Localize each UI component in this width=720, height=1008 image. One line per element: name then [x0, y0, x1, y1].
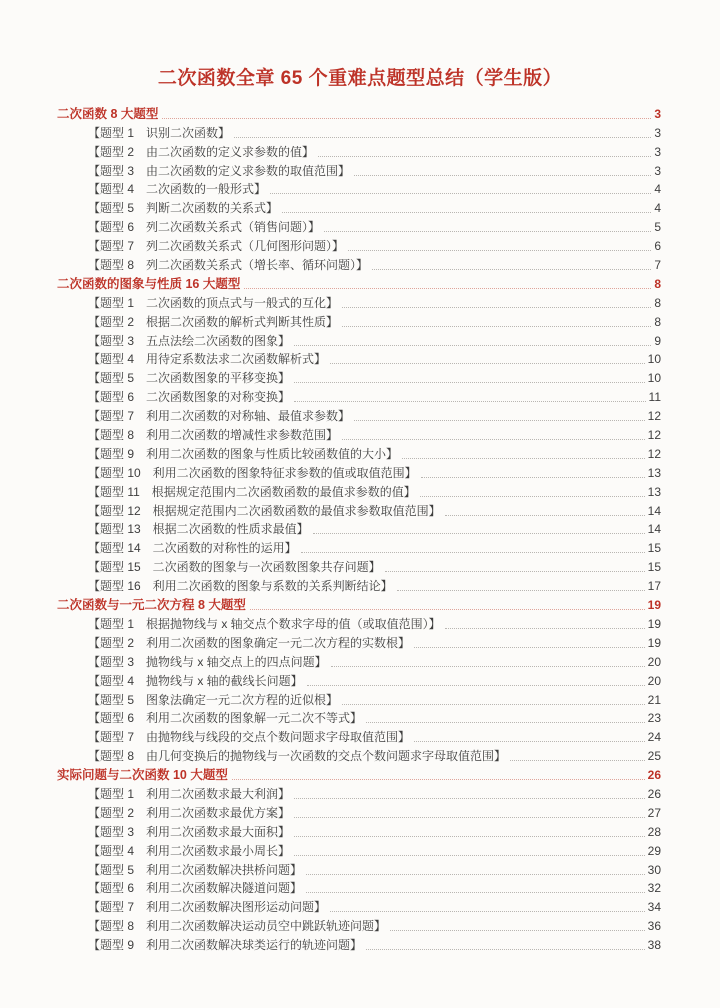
- toc-entry-label: 【题型 2 根据二次函数的解析式判断其性质】: [88, 314, 339, 329]
- toc-item: [57, 235, 661, 254]
- dot-leader: [445, 515, 645, 516]
- toc-item: [57, 840, 661, 859]
- dot-leader: [510, 760, 645, 761]
- dot-leader: [294, 382, 645, 383]
- toc-page-number: 4: [654, 201, 661, 216]
- toc-item: [57, 179, 661, 198]
- toc-item: [57, 783, 661, 802]
- toc-entry-label: 【题型 8 由几何变换后的抛物线与一次函数的交点个数问题求字母取值范围】: [88, 749, 507, 764]
- toc-entry-label: 二次函数与一元二次方程 8 大题型: [57, 598, 246, 613]
- toc-item: [57, 915, 661, 934]
- dot-leader: [397, 590, 645, 591]
- dot-leader: [366, 722, 645, 723]
- toc-entry-label: 【题型 1 二次函数的顶点式与一般式的互化】: [88, 295, 339, 310]
- toc-item: [57, 216, 661, 235]
- toc-page-number: 12: [647, 428, 661, 443]
- dot-leader: [342, 704, 645, 705]
- dot-leader: [294, 798, 645, 799]
- toc-page-number: 19: [647, 616, 661, 631]
- toc-page-number: 3: [654, 125, 661, 140]
- toc-page-number: 9: [654, 333, 661, 348]
- toc-item: [57, 197, 661, 216]
- toc-item: [57, 670, 661, 689]
- toc-page-number: 20: [647, 673, 661, 688]
- toc-page-number: 23: [647, 711, 661, 726]
- toc-item: [57, 708, 661, 727]
- toc-page-number: 36: [647, 919, 661, 934]
- dot-leader: [420, 496, 645, 497]
- toc-page-number: 21: [647, 692, 661, 707]
- toc-entry-label: 【题型 7 由抛物线与线段的交点个数问题求字母取值范围】: [88, 730, 411, 745]
- dot-leader: [348, 250, 651, 251]
- toc-page-number: 4: [654, 182, 661, 197]
- toc-entry-label: 【题型 10 利用二次函数的图象特征求参数的值或取值范围】: [88, 465, 417, 480]
- dot-leader: [306, 892, 645, 893]
- toc-entry-label: 【题型 8 列二次函数关系式（增长率、循环问题）】: [88, 258, 369, 273]
- dot-leader: [306, 874, 645, 875]
- toc-item: [57, 254, 661, 273]
- dot-leader: [244, 288, 651, 289]
- dot-leader: [294, 836, 645, 837]
- toc-entry-label: 二次函数的图象与性质 16 大题型: [57, 276, 241, 291]
- toc-item: [57, 689, 661, 708]
- dot-leader: [445, 628, 645, 629]
- toc-item: [57, 424, 661, 443]
- toc-item: [57, 349, 661, 368]
- toc-item: [57, 519, 661, 538]
- toc-item: [57, 878, 661, 897]
- toc-page-number: 34: [647, 900, 661, 915]
- toc-page-number: 13: [647, 465, 661, 480]
- dot-leader: [354, 420, 645, 421]
- toc-entry-label: 【题型 7 利用二次函数的对称轴、最值求参数】: [88, 409, 351, 424]
- dot-leader: [342, 307, 651, 308]
- toc-page-number: 7: [654, 258, 661, 273]
- toc-page-number: 25: [647, 749, 661, 764]
- toc-entry-label: 【题型 8 利用二次函数的增减性求参数范围】: [88, 428, 339, 443]
- toc-item: [57, 537, 661, 556]
- toc-entry-label: 【题型 12 根据规定范围内二次函数函数的最值求参数取值范围】: [88, 503, 441, 518]
- toc-entry-label: 【题型 9 利用二次函数的图象与性质比较函数值的大小】: [88, 446, 399, 461]
- dot-leader: [318, 156, 651, 157]
- toc-page-number: 20: [647, 654, 661, 669]
- toc-entry-label: 【题型 4 利用二次函数求最小周长】: [88, 843, 291, 858]
- dot-leader: [414, 741, 645, 742]
- toc-entry-label: 【题型 8 利用二次函数解决运动员空中跳跃轨迹问题】: [88, 919, 387, 934]
- toc-page-number: 8: [654, 314, 661, 329]
- toc-section-header: [57, 594, 661, 613]
- toc-entry-label: 【题型 9 利用二次函数解决球类运行的轨迹问题】: [88, 938, 363, 953]
- toc-page-number: 26: [647, 786, 661, 801]
- toc-entry-label: 【题型 16 利用二次函数的图象与系数的关系判断结论】: [88, 579, 393, 594]
- dot-leader: [330, 911, 645, 912]
- toc-section-header: [57, 764, 661, 783]
- toc-page-number: 8: [654, 276, 661, 291]
- toc-item: [57, 651, 661, 670]
- toc-item: [57, 821, 661, 840]
- toc-page-number: 26: [647, 768, 661, 783]
- toc-page-number: 5: [654, 220, 661, 235]
- toc-page-number: 17: [647, 579, 661, 594]
- toc-item: [57, 481, 661, 500]
- toc-entry-label: 【题型 5 二次函数图象的平移变换】: [88, 371, 291, 386]
- toc-entry-label: 【题型 1 根据抛物线与 x 轴交点个数求字母的值（或取值范围）】: [88, 616, 441, 631]
- toc-entry-label: 二次函数 8 大题型: [57, 106, 159, 121]
- table-of-contents: [0, 103, 720, 953]
- toc-page-number: 12: [647, 409, 661, 424]
- toc-item: [57, 896, 661, 915]
- toc-entry-label: 【题型 3 由二次函数的定义求参数的取值范围】: [88, 163, 351, 178]
- toc-entry-label: 【题型 5 判断二次函数的关系式】: [88, 201, 279, 216]
- toc-item: [57, 934, 661, 953]
- toc-page-number: 19: [647, 598, 661, 613]
- toc-item: [57, 141, 661, 160]
- toc-entry-label: 【题型 3 五点法绘二次函数的图象】: [88, 333, 291, 348]
- toc-page-number: 11: [648, 390, 661, 405]
- toc-page-number: 19: [647, 635, 661, 650]
- toc-entry-label: 【题型 5 利用二次函数解决拱桥问题】: [88, 862, 303, 877]
- toc-entry-label: 【题型 4 抛物线与 x 轴的截线长问题】: [88, 673, 303, 688]
- toc-page-number: 10: [647, 352, 661, 367]
- dot-leader: [414, 647, 645, 648]
- toc-item: [57, 500, 661, 519]
- toc-page-number: 15: [647, 560, 661, 575]
- toc-entry-label: 【题型 2 利用二次函数求最优方案】: [88, 805, 291, 820]
- toc-item: [57, 556, 661, 575]
- toc-item: [57, 292, 661, 311]
- dot-leader: [324, 231, 651, 232]
- toc-page-number: 6: [654, 239, 661, 254]
- toc-entry-label: 【题型 13 根据二次函数的性质求最值】: [88, 522, 309, 537]
- toc-item: [57, 726, 661, 745]
- toc-page-number: 14: [647, 503, 661, 518]
- toc-page-number: 3: [654, 144, 661, 159]
- toc-item: [57, 632, 661, 651]
- toc-entry-label: 【题型 15 二次函数的图象与一次函数图象共存问题】: [88, 560, 381, 575]
- toc-page-number: 32: [647, 881, 661, 896]
- dot-leader: [232, 779, 645, 780]
- dot-leader: [385, 571, 645, 572]
- dot-leader: [354, 175, 651, 176]
- toc-page-number: 12: [647, 446, 661, 461]
- toc-entry-label: 【题型 7 利用二次函数解决图形运动问题】: [88, 900, 327, 915]
- dot-leader: [342, 326, 651, 327]
- toc-entry-label: 【题型 6 利用二次函数的图象解一元二次不等式】: [88, 711, 363, 726]
- toc-entry-label: 【题型 4 二次函数的一般形式】: [88, 182, 267, 197]
- dot-leader: [331, 666, 645, 667]
- toc-page-number: 38: [647, 938, 661, 953]
- dot-leader: [294, 817, 645, 818]
- dot-leader: [250, 609, 645, 610]
- toc-item: [57, 613, 661, 632]
- toc-entry-label: 【题型 14 二次函数的对称性的运用】: [88, 541, 297, 556]
- toc-item: [57, 311, 661, 330]
- toc-entry-label: 【题型 5 图象法确定一元二次方程的近似根】: [88, 692, 339, 707]
- toc-page-number: 14: [647, 522, 661, 537]
- toc-item: [57, 443, 661, 462]
- toc-entry-label: 【题型 4 用待定系数法求二次函数解析式】: [88, 352, 327, 367]
- toc-entry-label: 【题型 6 列二次函数关系式（销售问题）】: [88, 220, 321, 235]
- toc-item: [57, 330, 661, 349]
- dot-leader: [421, 477, 645, 478]
- dot-leader: [390, 930, 645, 931]
- toc-item: [57, 160, 661, 179]
- toc-page-number: 27: [647, 805, 661, 820]
- toc-item: [57, 802, 661, 821]
- toc-entry-label: 【题型 3 抛物线与 x 轴交点上的四点问题】: [88, 654, 327, 669]
- toc-item: [57, 367, 661, 386]
- toc-entry-label: 【题型 1 识别二次函数】: [88, 125, 231, 140]
- toc-page-number: 24: [647, 730, 661, 745]
- dot-leader: [372, 269, 651, 270]
- toc-entry-label: 【题型 6 二次函数图象的对称变换】: [88, 390, 291, 405]
- toc-item: [57, 386, 661, 405]
- dot-leader: [342, 439, 645, 440]
- dot-leader: [234, 137, 651, 138]
- dot-leader: [294, 401, 646, 402]
- toc-page-number: 29: [647, 843, 661, 858]
- toc-item: [57, 462, 661, 481]
- dot-leader: [307, 685, 645, 686]
- page-title: 二次函数全章 65 个重难点题型总结（学生版）: [157, 68, 563, 89]
- toc-entry-label: 【题型 1 利用二次函数求最大利润】: [88, 786, 291, 801]
- toc-item: [57, 122, 661, 141]
- toc-page-number: 8: [654, 295, 661, 310]
- dot-leader: [330, 363, 645, 364]
- dot-leader: [270, 193, 651, 194]
- toc-page-number: 3: [654, 106, 661, 121]
- toc-page-number: 28: [647, 824, 661, 839]
- dot-leader: [313, 533, 645, 534]
- toc-entry-label: 【题型 11 根据规定范围内二次函数函数的最值求参数的值】: [88, 484, 416, 499]
- toc-item: [57, 859, 661, 878]
- dot-leader: [294, 855, 645, 856]
- dot-leader: [294, 345, 651, 346]
- toc-entry-label: 【题型 3 利用二次函数求最大面积】: [88, 824, 291, 839]
- toc-item: [57, 745, 661, 764]
- toc-page-number: 10: [647, 371, 661, 386]
- toc-page-number: 13: [647, 484, 661, 499]
- toc-item: [57, 405, 661, 424]
- toc-entry-label: 实际问题与二次函数 10 大题型: [57, 768, 228, 783]
- dot-leader: [402, 458, 645, 459]
- toc-entry-label: 【题型 7 列二次函数关系式（几何图形问题）】: [88, 239, 345, 254]
- toc-entry-label: 【题型 6 利用二次函数解决隧道问题】: [88, 881, 303, 896]
- toc-page-number: 15: [647, 541, 661, 556]
- dot-leader: [162, 118, 651, 119]
- toc-item: [57, 575, 661, 594]
- dot-leader: [282, 212, 651, 213]
- toc-entry-label: 【题型 2 利用二次函数的图象确定一元二次方程的实数根】: [88, 635, 411, 650]
- toc-page-number: 3: [654, 163, 661, 178]
- toc-entry-label: 【题型 2 由二次函数的定义求参数的值】: [88, 144, 315, 159]
- dot-leader: [366, 949, 645, 950]
- toc-section-header: [57, 103, 661, 122]
- toc-page-number: 30: [647, 862, 661, 877]
- toc-section-header: [57, 273, 661, 292]
- dot-leader: [301, 552, 645, 553]
